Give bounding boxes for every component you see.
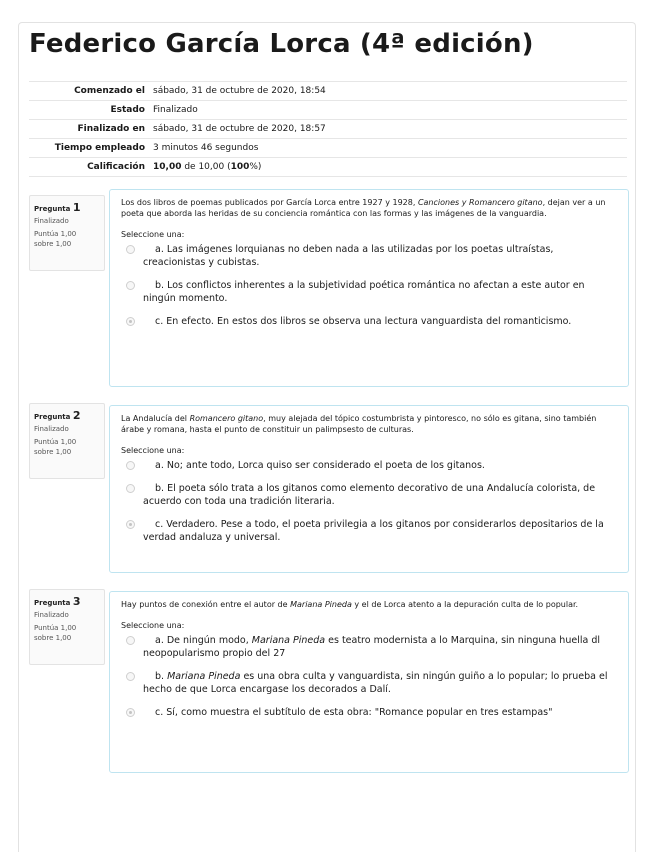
work-title: Romancero gitano: [189, 414, 264, 423]
grade-percent: 100: [230, 162, 250, 172]
answer-option-b[interactable]: [121, 670, 618, 696]
summary-row-grade: [29, 158, 627, 177]
grade-value: 10,00: [153, 162, 182, 172]
summary-row-state: [29, 101, 627, 120]
radio-button[interactable]: [126, 636, 135, 645]
question-number: 1: [72, 201, 81, 214]
answer-text: b. Mariana Pineda es una obra culta y vanguardista, sin ningún guiño a lo popular; lo prueba el hecho de que Lorca encargase los decorados a Dalí.: [143, 671, 608, 695]
answer-option-a[interactable]: [121, 634, 618, 660]
answer-text: c. Sí, como muestra el subtítulo de esta obra: "Romance popular en tres estampas": [155, 707, 553, 718]
answer-prompt: Seleccione una:: [121, 446, 185, 455]
summary-row-finished: [29, 120, 627, 139]
summary-value: sábado, 31 de octubre de 2020, 18:57: [153, 124, 326, 134]
question-info-1: [29, 195, 105, 271]
answer-option-a[interactable]: [121, 459, 618, 472]
quiz-review-page: [18, 22, 636, 852]
answer-text: a. Las imágenes lorquianas no deben nada a las utilizadas por los poetas ultraístas, creacionistas y cubistas.: [143, 244, 554, 268]
grade-mid: de 10,00 (: [181, 162, 231, 172]
radio-button-selected[interactable]: [126, 708, 135, 717]
question-number: 3: [72, 595, 81, 608]
question-score-line1: Puntúa 1,00: [34, 230, 77, 238]
question-score-line1: Puntúa 1,00: [34, 624, 77, 632]
summary-value: 3 minutos 46 segundos: [153, 143, 259, 153]
summary-label: Finalizado en: [77, 124, 145, 134]
page-title: Federico García Lorca (4ª edición): [29, 29, 534, 59]
question-number: 2: [72, 409, 81, 422]
question-box-1: [109, 189, 629, 387]
answer-option-b[interactable]: [121, 482, 618, 508]
question-label: Pregunta: [34, 205, 71, 213]
summary-row-started: [29, 82, 627, 101]
answer-option-a[interactable]: [121, 243, 618, 269]
radio-button[interactable]: [126, 281, 135, 290]
summary-label: Calificación: [87, 162, 145, 172]
question-box-2: [109, 405, 629, 573]
question-info-2: [29, 403, 105, 479]
question-score-line1: Puntúa 1,00: [34, 438, 77, 446]
summary-label: Comenzado el: [74, 86, 145, 96]
answer-text: c. Verdadero. Pese a todo, el poeta privilegia a los gitanos por considerarlos depositarios de la verdad andaluza y universal.: [143, 519, 604, 543]
question-state: Finalizado: [34, 611, 69, 619]
answer-option-c[interactable]: [121, 518, 618, 544]
attempt-summary-table: [29, 81, 627, 177]
summary-label: Tiempo empleado: [54, 143, 145, 153]
summary-value: Finalizado: [153, 105, 198, 115]
answer-option-c[interactable]: [121, 706, 618, 719]
answer-text: b. El poeta sólo trata a los gitanos como elemento decorativo de una Andalucía colorista, de acuerdo con toda una tradición literaria.: [143, 483, 596, 507]
answer-text: c. En efecto. En estos dos libros se observa una lectura vanguardista del romanticismo.: [155, 316, 572, 327]
question-info-3: [29, 589, 105, 665]
question-score-line2: sobre 1,00: [34, 240, 72, 248]
question-score-line2: sobre 1,00: [34, 448, 72, 456]
work-title: Mariana Pineda: [167, 671, 241, 682]
question-text: Hay puntos de conexión entre el autor de Mariana Pineda y el de Lorca atento a la depuración culta de lo popular.: [121, 600, 579, 609]
question-box-3: [109, 591, 629, 773]
summary-row-time: [29, 139, 627, 158]
answer-prompt: Seleccione una:: [121, 230, 185, 239]
summary-value: [151, 158, 627, 177]
summary-label: Estado: [110, 105, 145, 115]
answer-prompt: Seleccione una:: [121, 621, 185, 630]
answer-text: a. No; ante todo, Lorca quiso ser considerado el poeta de los gitanos.: [155, 460, 485, 471]
question-score-line2: sobre 1,00: [34, 634, 72, 642]
radio-button-selected[interactable]: [126, 317, 135, 326]
answer-text: a. De ningún modo, Mariana Pineda es teatro modernista a lo Marquina, sin ninguna huella dl neopopularismo propio del 27: [143, 635, 600, 659]
radio-button[interactable]: [126, 461, 135, 470]
work-title: Mariana Pineda: [290, 600, 352, 609]
radio-button[interactable]: [126, 484, 135, 493]
answer-option-c[interactable]: [121, 315, 618, 328]
radio-button[interactable]: [126, 672, 135, 681]
question-text: La Andalucía del Romancero gitano, muy alejada del tópico costumbrista y pintoresco, no sólo es gitana, sino también árabe y romana, hasta el punto de constituir un palimpsesto de culturas.: [121, 414, 597, 434]
grade-end: %): [249, 162, 262, 172]
radio-button[interactable]: [126, 245, 135, 254]
summary-value: sábado, 31 de octubre de 2020, 18:54: [153, 86, 326, 96]
answer-option-b[interactable]: [121, 279, 618, 305]
question-text: Los dos libros de poemas publicados por García Lorca entre 1927 y 1928, Canciones y Romancero gitano, dejan ver a un poeta que aborda las heridas de su conciencia romántica con las formas y las imágenes de la vanguardia.: [121, 198, 606, 218]
question-label: Pregunta: [34, 599, 71, 607]
question-label: Pregunta: [34, 413, 71, 421]
work-title: Mariana Pineda: [251, 635, 326, 646]
radio-button-selected[interactable]: [126, 520, 135, 529]
answer-text: b. Los conflictos inherentes a la subjetividad poética romántica no afectan a este autor en ningún momento.: [143, 280, 585, 304]
question-state: Finalizado: [34, 217, 69, 225]
work-title: Canciones y Romancero gitano: [417, 198, 543, 207]
question-state: Finalizado: [34, 425, 69, 433]
